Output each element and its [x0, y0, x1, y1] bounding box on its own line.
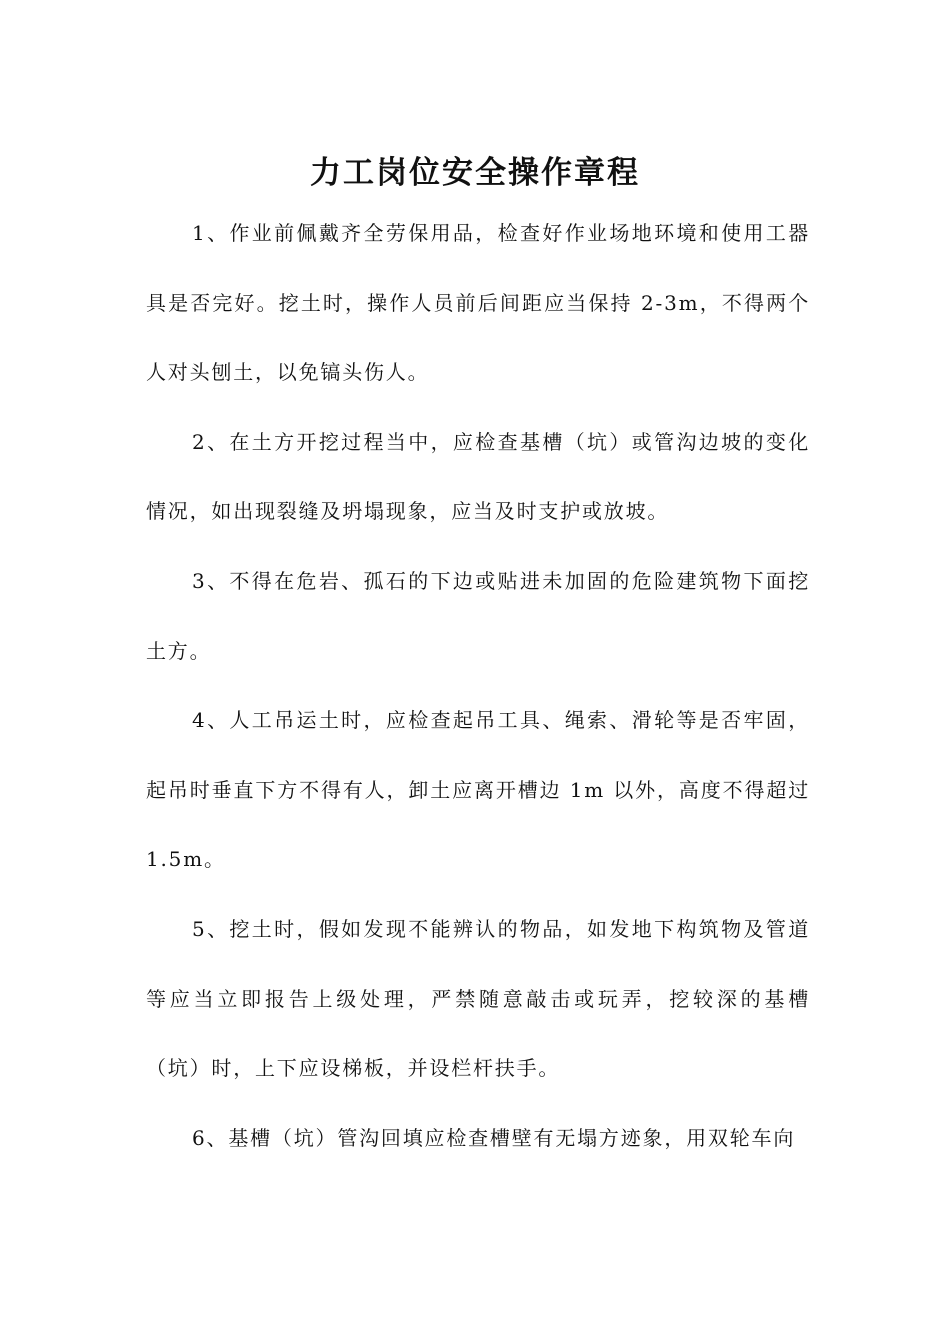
- paragraph-2: 2、在土方开挖过程当中，应检查基槽（坑）或管沟边坡的变化情况，如出现裂缝及坍塌现象，应当及时支护或放坡。: [146, 429, 810, 524]
- document-title: 力工岗位安全操作章程: [310, 154, 640, 191]
- paragraph-1: 1、作业前佩戴齐全劳保用品，检查好作业场地环境和使用工器具是否完好。挖土时，操作人员前后间距应当保持 2-3m，不得两个人对头刨土，以免镐头伤人。: [146, 221, 810, 385]
- paragraph-6: 6、基槽（坑）管沟回填应检查槽壁有无塌方迹象，用双轮车向: [192, 1125, 796, 1150]
- paragraph-5: 5、挖土时，假如发现不能辨认的物品，如发地下构筑物及管道等应当立即报告上级处理，严禁随意敲击或玩弄，挖较深的基槽（坑）时，上下应设梯板，并设栏杆扶手。: [146, 916, 810, 1081]
- paragraph-4: 4、人工吊运土时，应检查起吊工具、绳索、滑轮等是否牢固，起吊时垂直下方不得有人，卸土应离开槽边 1m 以外，高度不得超过 1.5m。: [146, 708, 810, 872]
- paragraph-3: 3、不得在危岩、孤石的下边或贴进未加固的危险建筑物下面挖土方。: [146, 568, 810, 663]
- document-body: [146, 199, 810, 1173]
